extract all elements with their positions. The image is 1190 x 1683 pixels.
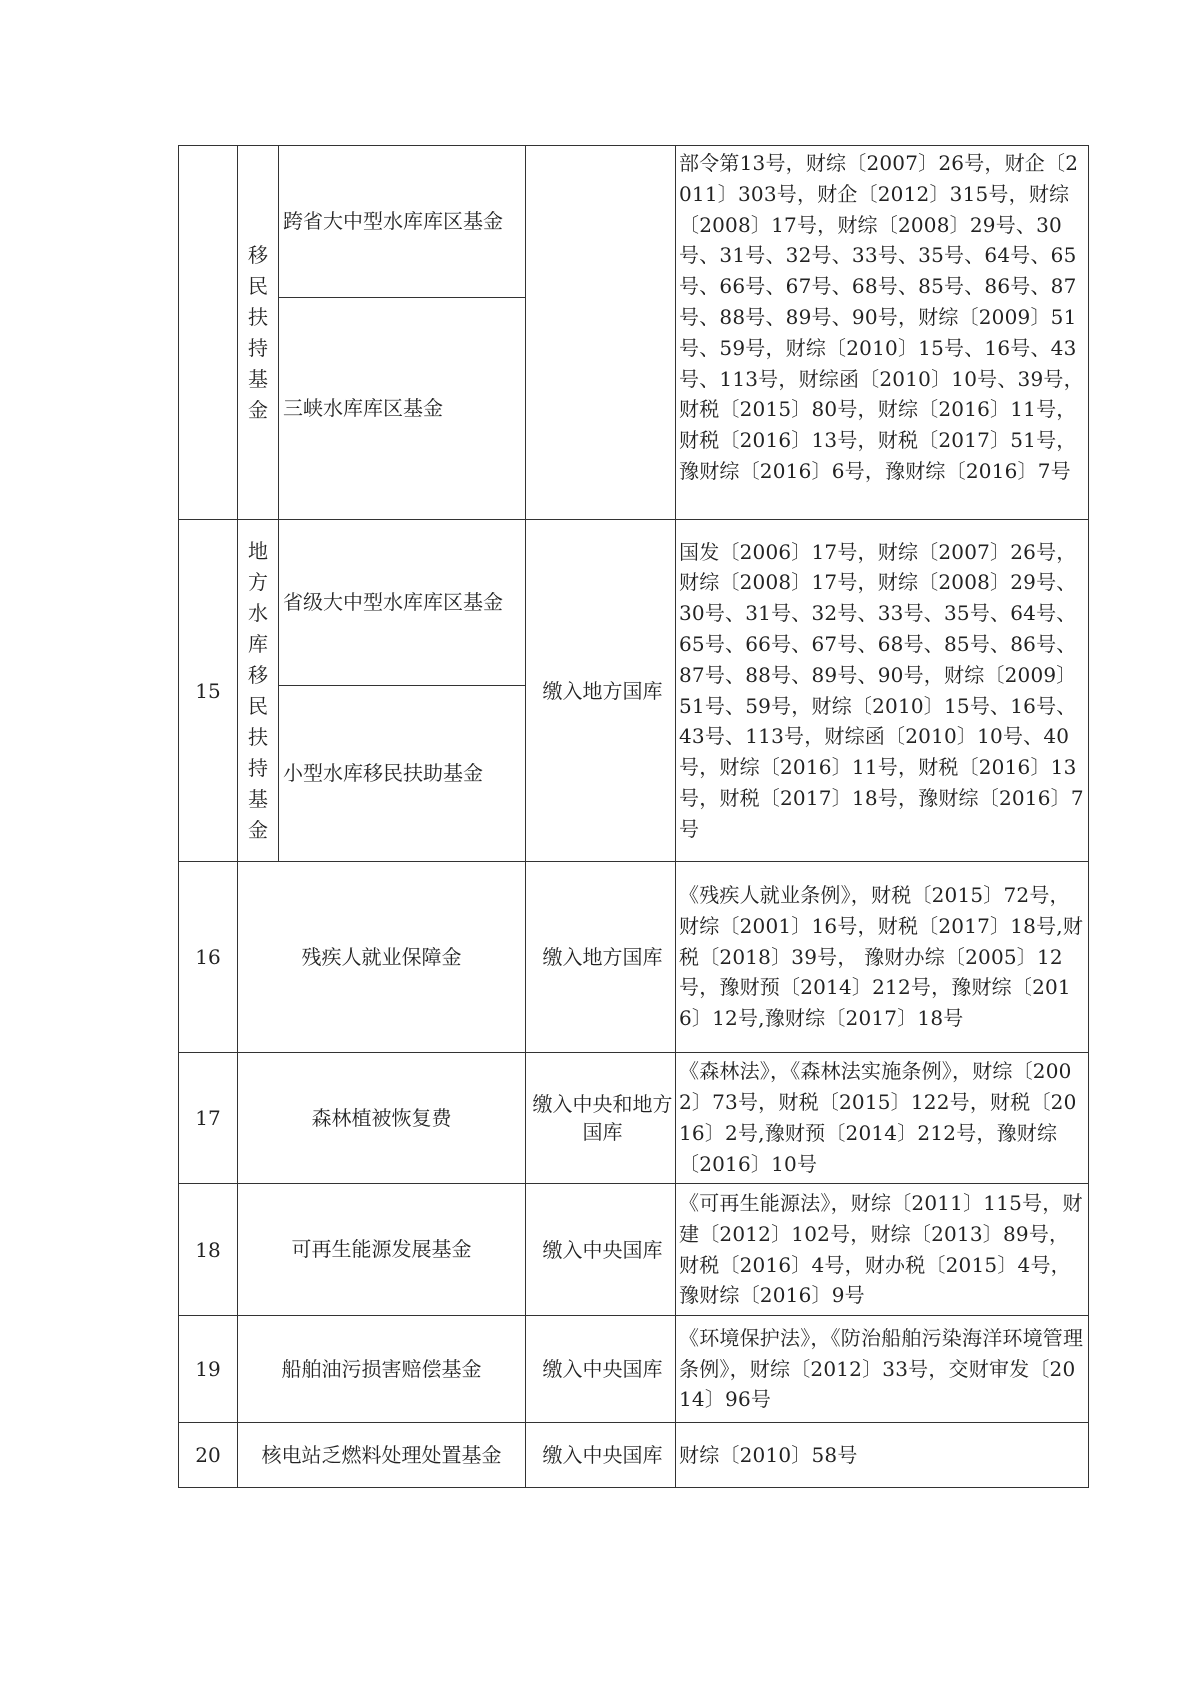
fund-name-vertical: 地 方 水 库 移 民 扶 持 基 金 — [238, 520, 279, 862]
legal-basis: 国发〔2006〕17号，财综〔2007〕26号，财综〔2008〕17号，财综〔2008〕29号、30号、31号、32号、33号、35号、64号、65号、66号、67号、68号、85号、86号、87号、88号、89号、90号，财综〔2009〕51号、59号，财综〔2010〕15号、16号、43号、113号，财综函〔2010〕10号、40号，财综〔2016〕11号，财税〔2016〕13号，财税〔2017〕18号，豫财综〔2016〕7号 — [676, 520, 1089, 862]
table-row — [179, 862, 1089, 1053]
payment-destination — [526, 146, 676, 520]
fund-table — [178, 145, 1089, 1488]
fund-name: 残疾人就业保障金 — [238, 862, 526, 1053]
row-number: 18 — [179, 1184, 238, 1316]
payment-destination: 缴入中央国库 — [526, 1423, 676, 1488]
table-row — [179, 146, 1089, 298]
fund-name: 核电站乏燃料处理处置基金 — [238, 1423, 526, 1488]
payment-destination: 缴入地方国库 — [526, 862, 676, 1053]
legal-basis: 《可再生能源法》，财综〔2011〕115号，财建〔2012〕102号，财综〔2013〕89号，财税〔2016〕4号，财办税〔2015〕4号，豫财综〔2016〕9号 — [676, 1184, 1089, 1316]
sub-fund-name: 跨省大中型水库库区基金 — [279, 146, 526, 298]
legal-basis: 部令第13号，财综〔2007〕26号，财企〔2011〕303号，财企〔2012〕315号，财综〔2008〕17号，财综〔2008〕29号、30号、31号、32号、33号、35号、64号、65号、66号、67号、68号、85号、86号、87号、88号、89号、90号，财综〔2009〕51号、59号，财综〔2010〕15号、16号、43号、113号，财综函〔2010〕10号、39号，财税〔2015〕80号，财综〔2016〕11号，财税〔2016〕13号，财税〔2017〕51号，豫财综〔2016〕6号，豫财综〔2016〕7号 — [676, 146, 1089, 520]
table-row — [179, 1053, 1089, 1184]
sub-fund-name: 小型水库移民扶助基金 — [279, 686, 526, 862]
fund-name: 船舶油污损害赔偿基金 — [238, 1316, 526, 1423]
sub-fund-name: 省级大中型水库库区基金 — [279, 520, 526, 686]
payment-destination: 缴入地方国库 — [526, 520, 676, 862]
legal-basis: 《残疾人就业条例》，财税〔2015〕72号，财综〔2001〕16号，财税〔2017〕18号,财税〔2018〕39号， 豫财办综〔2005〕12号，豫财预〔2014〕212号，豫财综〔2016〕12号,豫财综〔2017〕18号 — [676, 862, 1089, 1053]
payment-destination: 缴入中央国库 — [526, 1316, 676, 1423]
legal-basis: 《环境保护法》，《防治船舶污染海洋环境管理条例》，财综〔2012〕33号，交财审发〔2014〕96号 — [676, 1316, 1089, 1423]
table-row — [179, 1184, 1089, 1316]
sub-fund-name: 三峡水库库区基金 — [279, 298, 526, 520]
payment-destination: 缴入中央和地方国库 — [526, 1053, 676, 1184]
row-number: 15 — [179, 520, 238, 862]
row-number: 17 — [179, 1053, 238, 1184]
legal-basis: 财综〔2010〕58号 — [676, 1423, 1089, 1488]
legal-basis: 《森林法》，《森林法实施条例》，财综〔2002〕73号，财税〔2015〕122号，财税〔2016〕2号,豫财预〔2014〕212号，豫财综〔2016〕10号 — [676, 1053, 1089, 1184]
row-number: 19 — [179, 1316, 238, 1423]
table-row — [179, 1423, 1089, 1488]
payment-destination: 缴入中央国库 — [526, 1184, 676, 1316]
row-number: 20 — [179, 1423, 238, 1488]
fund-name: 可再生能源发展基金 — [238, 1184, 526, 1316]
table-row — [179, 520, 1089, 686]
fund-name: 森林植被恢复费 — [238, 1053, 526, 1184]
row-number — [179, 146, 238, 520]
table-row — [179, 1316, 1089, 1423]
row-number: 16 — [179, 862, 238, 1053]
fund-name-vertical: 移 民 扶 持 基 金 — [238, 146, 279, 520]
